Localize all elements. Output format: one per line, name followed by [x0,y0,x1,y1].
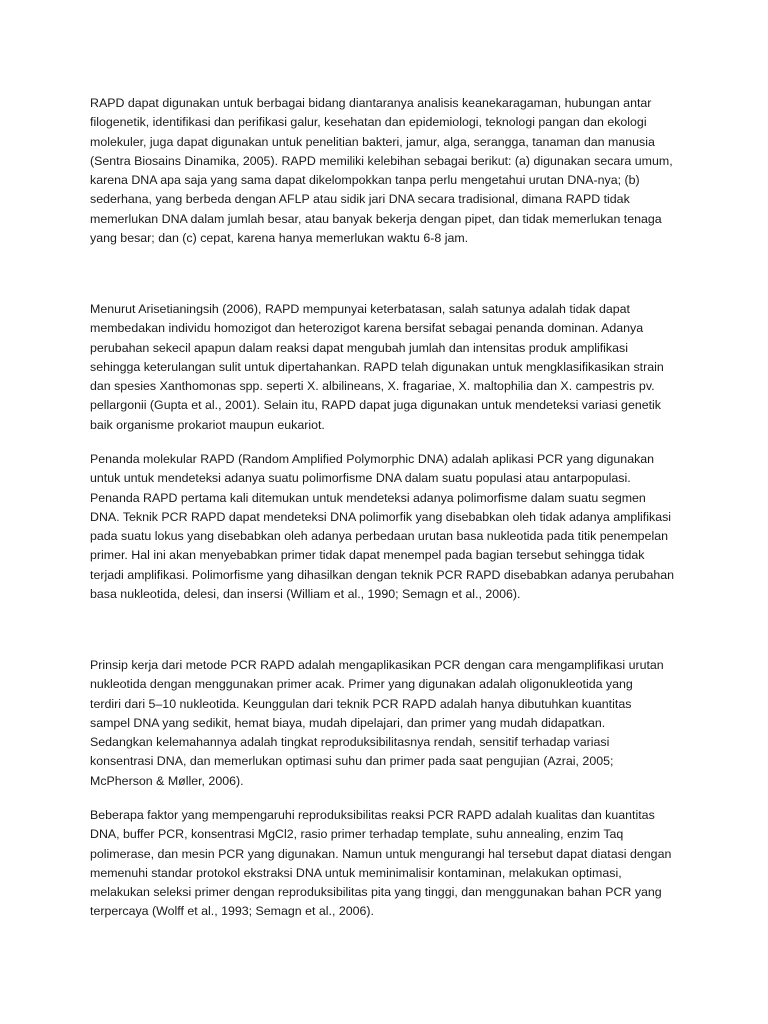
paragraph-rapd-reproducibility: Beberapa faktor yang mempengaruhi reproduksibilitas reaksi PCR RAPD adalah kualitas dan kuantitas DNA, buffer PCR, konsentrasi MgCl2, rasio primer terhadap template, suhu annealing, enzim Taq polimerase, dan mesin PCR yang digunakan. Namun untuk mengurangi hal tersebut dapat diatasi dengan memenuhi standar protokol ekstraksi DNA untuk meminimalisir kontaminan, melakukan optimasi, melakukan seleksi primer dengan reproduksibilitas pita yang tinggi, dan menggunakan bahan PCR yang terpercaya (Wolff et al., 1993; Semagn et al., 2006). [90,808,672,919]
paragraph-rapd-principle: Prinsip kerja dari metode PCR RAPD adalah mengaplikasikan PCR dengan cara mengamplifikasi urutan nukleotida dengan menggunakan primer acak. Primer yang digunakan adalah oligonukleotida yang terdiri dari 5–10 nukleotida. Keunggulan dari teknik PCR RAPD adalah hanya dibutuhkan kuantitas sampel DNA yang sedikit, hemat biaya, mudah dipelajari, dan primer yang mudah didapatkan. Sedangkan kelemahannya adalah tingkat reproduksibilitasnya rendah, sensitif terhadap variasi konsentrasi DNA, dan memerlukan optimasi suhu dan primer pada saat pengujian (Azrai, 2005; McPherson & Møller, 2006). [90,658,664,788]
paragraph-rapd-limitations: Menurut Arisetianingsih (2006), RAPD mempunyai keterbatasan, salah satunya adalah tidak dapat membedakan individu homozigot dan heterozigot karena bersifat sebagai penanda dominan. Adanya perubahan sekecil apapun dalam reaksi dapat mengubah jumlah dan intensitas produk amplifikasi sehingga keterulangan sulit untuk dipertahankan. RAPD telah digunakan untuk mengklasifikasikan strain dan spesies Xanthomonas spp. seperti X. albilineans, X. fragariae, X. maltophilia dan X. campestris pv. pellargonii (Gupta et al., 2001). Selain itu, RAPD dapat juga digunakan untuk mendeteksi variasi genetik baik organisme prokariot maupun eukariot. [90,302,664,432]
paragraph-rapd-applications: RAPD dapat digunakan untuk berbagai bidang diantaranya analisis keanekaragaman, hubungan antar filogenetik, identifikasi dan perifikasi galur, kesehatan dan epidemiologi, teknologi pangan dan ekologi molekuler, juga dapat digunakan untuk penelitian bakteri, jamur, alga, serangga, tanaman dan manusia (Sentra Biosains Dinamika, 2005). RAPD memiliki kelebihan sebagai berikut: (a) digunakan secara umum, karena DNA apa saja yang sama dapat dikelompokkan tanpa perlu mengetahui urutan DNA-nya; (b) sederhana, yang berbeda dengan AFLP atau sidik jari DNA secara tradisional, dimana RAPD tidak memerlukan DNA dalam jumlah besar, atau banyak bekerja dengan pipet, dan tidak memerlukan tenaga yang besar; dan (c) cepat, karena hanya memerlukan waktu 6-8 jam. [90,96,673,246]
paragraph-rapd-marker: Penanda molekular RAPD (Random Amplified Polymorphic DNA) adalah aplikasi PCR yang digunakan untuk untuk mendeteksi adanya suatu polimorfisme DNA dalam suatu populasi atau antarpopulasi. Penanda RAPD pertama kali ditemukan untuk mendeteksi adanya polimorfisme dalam suatu segmen DNA. Teknik PCR RAPD dapat mendeteksi DNA polimorfik yang disebabkan oleh tidak adanya amplifikasi pada suatu lokus yang disebabkan oleh adanya perbedaan urutan basa nukleotida pada titik penempelan primer. Hal ini akan menyebabkan primer tidak dapat menempel pada bagian tersebut sehingga tidak terjadi amplifikasi. Polimorfisme yang dihasilkan dengan teknik PCR RAPD disebabkan adanya perubahan basa nukleotida, delesi, dan insersi (William et al., 1990; Semagn et al., 2006). [90,452,675,602]
